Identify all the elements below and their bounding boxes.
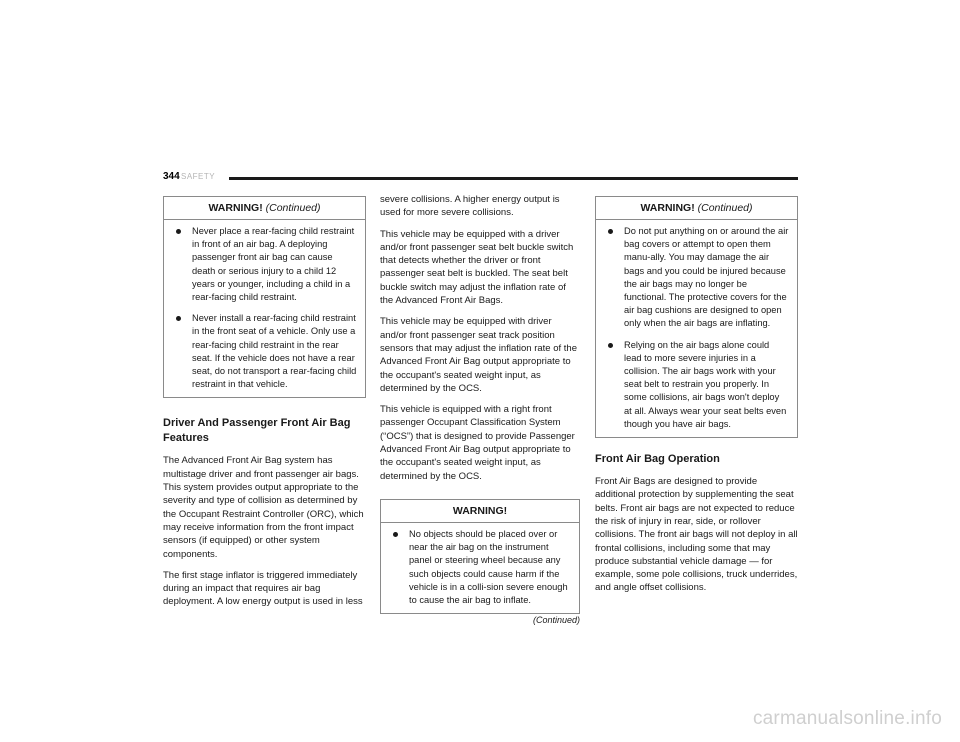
warning-title-suffix: (Continued) — [265, 202, 321, 214]
bullet-dot-icon — [608, 343, 613, 348]
bullet-dot-icon — [393, 532, 398, 537]
column-1 — [163, 196, 366, 617]
header-rule — [229, 177, 798, 180]
section-title: SAFETY — [181, 172, 216, 181]
bullet-dot-icon — [176, 316, 181, 321]
warning-title: WARNING! — [208, 202, 263, 214]
paragraph: This vehicle may be equipped with a driver and/or front passenger seat belt buckle switch that detects whether the driver or front passenger seat belt is buckled. The seat belt buckle switch may adjust the inflation rate of the Advanced Front Air Bags. — [380, 228, 574, 307]
bullet-dot-icon — [176, 229, 181, 234]
warning-header — [164, 197, 365, 220]
warning-bullet: Relying on the air bags alone could lead to more severe injuries in a collision. The air bags work with your seat belt to restrain you properly. In some collisions, air bags won't deploy at all. Always wear your seat belts even though you have air bags. — [606, 339, 789, 431]
continued-note: (Continued) — [532, 615, 580, 626]
warning-header — [596, 197, 797, 220]
warning-bullet: Never place a rear-facing child restraint in front of an air bag. A deploying passenger front air bag can cause death or serious injury to a child 12 years or younger, including a child in a rear-facing child restraint. — [174, 225, 357, 304]
section-heading: Driver And Passenger Front Air Bag Features — [163, 417, 351, 445]
warning-title: WARNING! — [452, 504, 508, 517]
column-2 — [380, 193, 580, 627]
warning-title-suffix: (Continued) — [697, 202, 753, 214]
watermark: carmanualsonline.info — [752, 708, 942, 729]
warning-box — [163, 196, 366, 398]
page-header — [163, 171, 798, 187]
warning-box — [380, 499, 580, 614]
paragraph: The Advanced Front Air Bag system has multistage driver and front passenger air bags. This system provides output appropriate to the severity and type of collision as determined by the Occupant Restraint Controller (ORC), which may receive information from the front impact sensors (if equipped) or other system components. — [163, 455, 364, 560]
warning-title: WARNING! — [640, 202, 695, 214]
page-number: 344 — [163, 171, 180, 182]
warning-bullet: No objects should be placed over or near the air bag on the instrument panel or steering wheel because any such objects could cause harm if the vehicle is in a colli-sion severe enough to cause the air bag to inflate. — [391, 528, 571, 607]
warning-box — [595, 196, 798, 438]
warning-bullet: Do not put anything on or around the air bag covers or attempt to open them manu-ally. You may damage the air bags and you could be injured because the air bags may no longer be functional. The protective covers for the air bag cushions are designed to open only when the air bags are inflating. — [606, 225, 789, 331]
paragraph: Front Air Bags are designed to provide additional protection by supplementing the seat belts. Front air bags are not expected to reduce the risk of injury in rear, side, or rollover collisions. The front air bags will not deploy in all frontal collisions, including some that may produce substantial vehicle damage — for example, some pole collisions, truck underrides, and angle offset collisions. — [595, 476, 798, 594]
paragraph: This vehicle is equipped with a right front passenger Occupant Classification System (“OCS”) that is designed to provide Passenger Advanced Front Air Bag output appropriate to the occupant's seated weight input, as determined by the OCS. — [380, 404, 575, 482]
paragraph: This vehicle may be equipped with driver and/or front passenger seat track position sensors that may adjust the inflation rate of the Advanced Front Air Bag output appropriate to the occupant's seated weight input, as determined by the OCS. — [380, 316, 577, 394]
paragraph: The first stage inflator is triggered immediately during an impact that requires air bag deployment. A low energy output is used in less — [163, 569, 363, 608]
bullet-dot-icon — [608, 229, 613, 234]
warning-bullet: Never install a rear-facing child restraint in the front seat of a vehicle. Only use a rear-facing child restraint in the rear seat. If the vehicle does not have a rear seat, do not transport a rear-facing child restraint in that vehicle. — [174, 312, 357, 391]
column-3 — [595, 196, 798, 603]
paragraph: severe collisions. A higher energy output is used for more severe collisions. — [380, 194, 560, 219]
warning-header — [381, 500, 579, 523]
section-heading: Front Air Bag Operation — [595, 453, 720, 466]
